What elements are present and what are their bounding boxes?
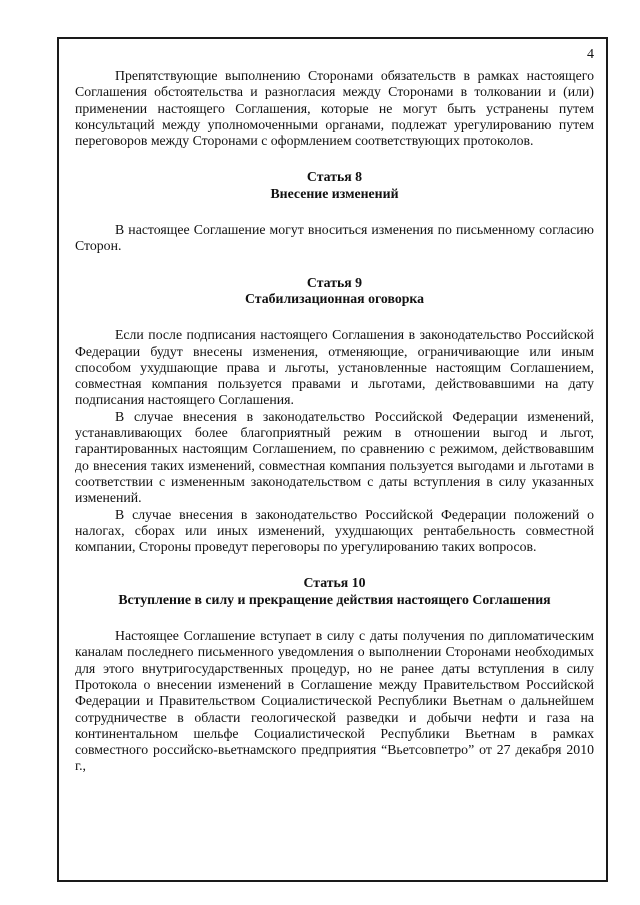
article-9: [75, 275, 594, 556]
article-number: Статья 9: [306, 274, 363, 290]
page-number: 4: [587, 47, 594, 62]
page-frame: [57, 37, 608, 882]
article-paragraph: Если после подписания настоящего Соглашения в законодательство Российской Федерации будут внесены изменения, отменяющие, ограничивающие или иным способом ухудшающие права и льготы, установленные настоящим Соглашением, совместная компания пользуется правами и льготами, действовавшими на дату подписания настоящего Соглашения.: [75, 327, 594, 408]
article-title: Стабилизационная оговорка: [244, 290, 425, 306]
article-paragraph: Настоящее Соглашение вступает в силу с даты получения по дипломатическим каналам последнего письменного уведомления о выполнении Сторонами необходимых для этого внутригосударственных процедур, но не ранее даты вступления в силу Протокола о внесении изменений в Соглашение между Правительством Российской Федерации и Правительством Социалистической Республики Вьетнам о дальнейшем сотрудничестве в области геологической разведки и добычи нефти и газа на континентальном шельфе Социалистической Республики Вьетнам в рамках совместного российско-вьетнамского предприятия “Вьетсовпетро” от 27 декабря 2010 г.,: [75, 628, 594, 774]
article-number: Статья 8: [306, 169, 363, 185]
article-title: Вступление в силу и прекращение действия настоящего Соглашения: [118, 591, 551, 607]
article-title: Внесение изменений: [270, 185, 399, 201]
article-paragraph: В случае внесения в законодательство Российской Федерации положений о налогах, сборах или иных изменений, ухудшающих рентабельность совместной компании, Стороны проведут переговоры по урегулированию таких вопросов.: [75, 506, 594, 555]
article-paragraph: В случае внесения в законодательство Российской Федерации изменений, устанавливающих более благоприятный режим в отношении выгод и льгот, гарантированных настоящим Соглашением, по сравнению с режимом, действовавшим до внесения таких изменений, совместная компания пользуется выгодами и льготами в соответствии с измененным законодательством с даты вступления в силу указанных изменений.: [75, 408, 594, 506]
article-8: [75, 169, 594, 254]
article-10: [75, 575, 594, 774]
intro-paragraph: Препятствующие выполнению Сторонами обязательств в рамках настоящего Соглашения обстоятельства и разногласия между Сторонами в толковании и (или) применении настоящего Соглашения, которые не могут быть устранены путем консультаций между уполномоченными органами, подлежат урегулированию путем переговоров между Сторонами с оформлением соответствующих протоколов.: [75, 68, 594, 149]
article-number: Статья 10: [303, 575, 366, 591]
article-paragraph: В настоящее Соглашение могут вноситься изменения по письменному согласию Сторон.: [75, 222, 594, 254]
document-body: [75, 68, 594, 775]
